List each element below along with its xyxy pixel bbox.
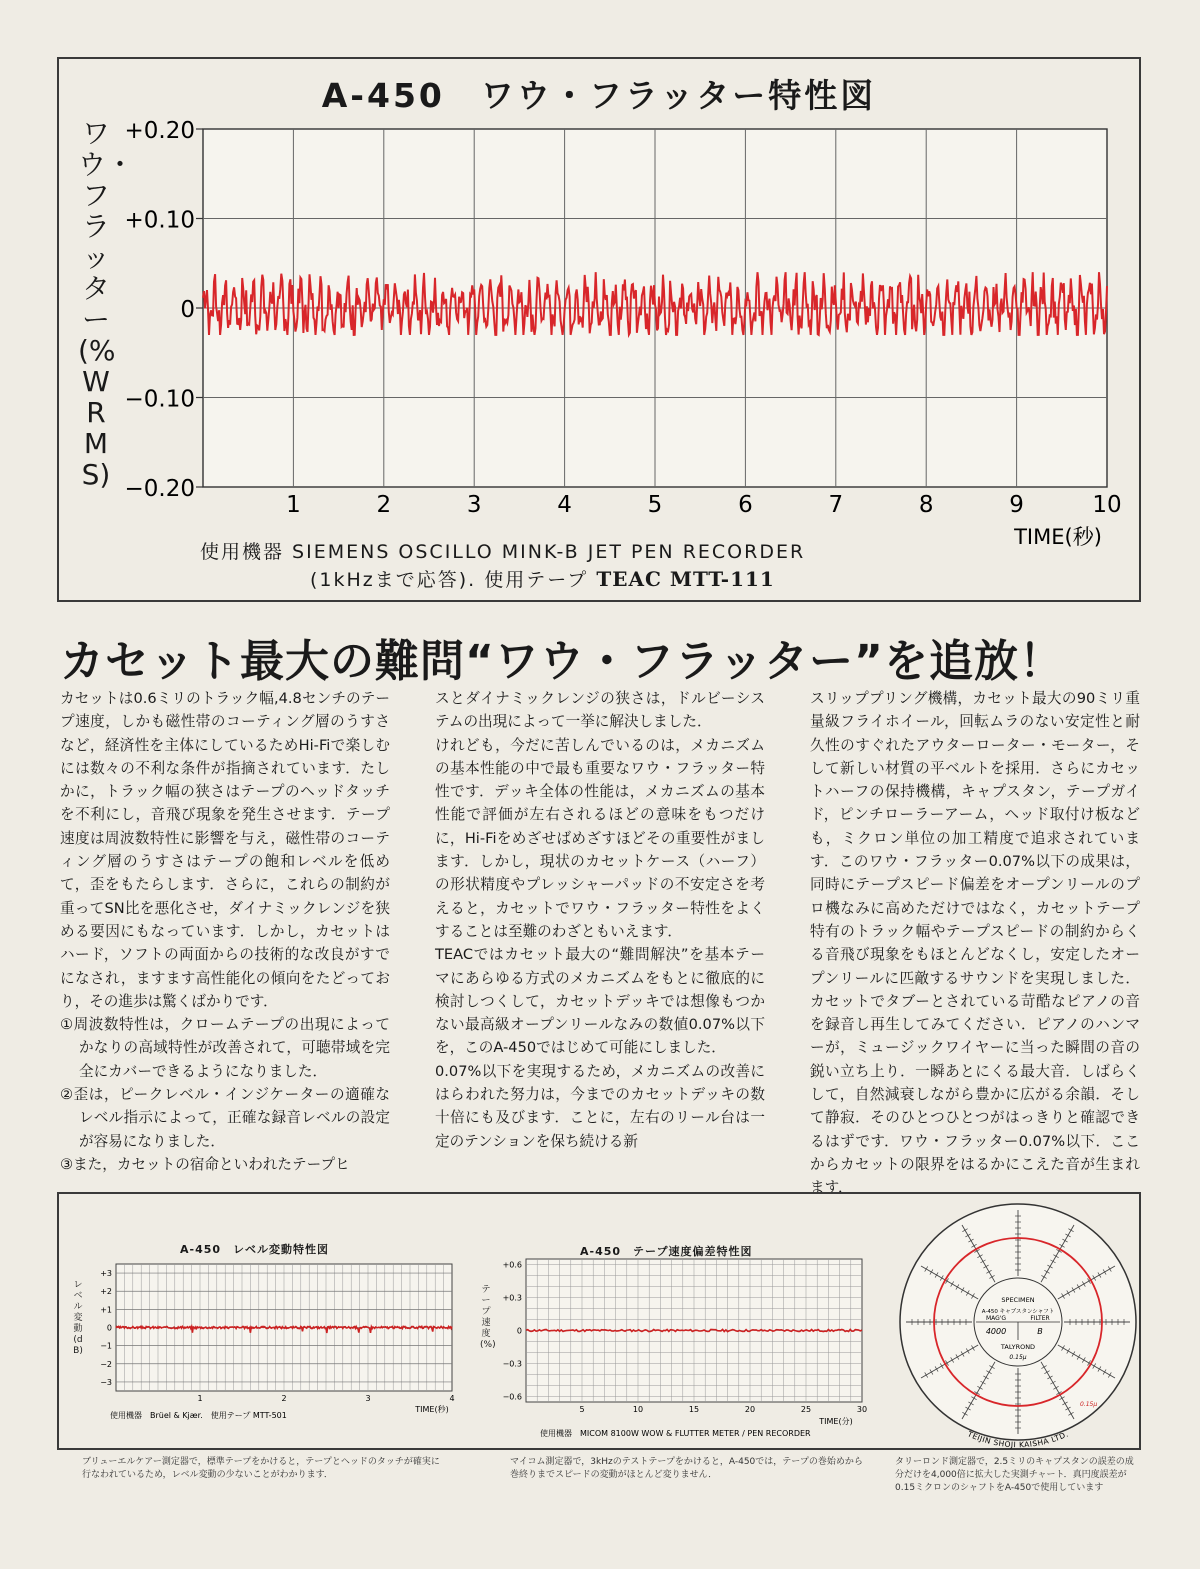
polar-scale-label: 0.15μ — [1009, 1354, 1027, 1361]
speed-chart-y-ticks — [503, 1261, 522, 1402]
wow-flutter-x-tick-label: 7 — [828, 492, 844, 518]
speed-chart-x-ticks — [579, 1405, 867, 1414]
col1-point-3: ③また，カセットの宿命といわれたテープヒ — [60, 1155, 350, 1173]
speed-chart-y-tick-label: +0.3 — [502, 1293, 522, 1303]
level-chart-x-tick-label: 4 — [449, 1394, 455, 1403]
level-chart-y-tick-label: −2 — [100, 1359, 112, 1369]
polar-filter-value: B — [1037, 1327, 1043, 1336]
wow-flutter-x-tick-label: 8 — [918, 492, 934, 518]
speed-chart-title: A-450 テープ速度偏差特性図 — [580, 1245, 753, 1258]
level-chart-x-tick-label: 2 — [281, 1394, 287, 1403]
polar-talyrond-label: TALYROND — [1000, 1343, 1036, 1351]
wow-flutter-y-tick-label: 0 — [180, 297, 195, 323]
speed-chart-y-tick-label: −0.3 — [502, 1359, 522, 1369]
polar-specimen-label: SPECIMEN — [1001, 1296, 1035, 1304]
level-chart-y-axis-label: レベル変動(dB) — [73, 1280, 83, 1356]
col2-paragraph-1: スとダイナミックレンジの狭さは，ドルビーシステムの出現によって一挙に解決しました． — [435, 690, 765, 731]
wow-flutter-x-axis-label: TIME(秒) — [1014, 525, 1102, 549]
speed-chart-y-tick-label: −0.6 — [502, 1392, 522, 1402]
wow-flutter-y-tick-label: +0.10 — [124, 207, 195, 234]
wow-flutter-x-tick-label: 3 — [466, 492, 482, 518]
wow-flutter-y-tick-label: −0.10 — [124, 386, 195, 413]
level-chart-x-axis-label: TIME(秒) — [415, 1405, 449, 1414]
level-chart-y-tick-label: −3 — [100, 1377, 112, 1387]
level-chart-y-tick-label: +1 — [100, 1305, 112, 1315]
polar-filter-label: FILTER — [1030, 1315, 1050, 1322]
col1-paragraph: カセットは0.6ミリのトラック幅,4.8センチのテープ速度，しかも磁性帯のコーティング層のうすさなど，経済性を主体にしているためHi-Fiで楽しむには数々の不利な条件が指摘されています．たしかに，トラック幅の狭さはテープのヘッドタッチを不利にし，音飛び現象を発生させます．テープ速度は周波数特性に影響を与え，磁性帯のコーティング層のうすさはテープの飽和レベルを低めて，歪をもたらします．さらに，これらの制約が重ってSN比を悪化させ，ダイナミックレンジを狭める要因にもなっています．しかし，カセットはハード，ソフトの両面からの技術的な改良がすでになされ，ますます高性能化の傾向をたどっており，その進歩は驚くばかりです． — [60, 690, 390, 1010]
col3-paragraph: スリッププリング機構，カセット最大の90ミリ重量級フライホイール，回転ムラのない安定性と耐久性のすぐれたアウターローター・モーター，そして新しい材質の平ベルトを採用．さらにカセットハーフの保持機構，キャプスタン，テープガイド，ピンチローラーアーム，ヘッド取付け板なども，ミクロン単位の加工精度で追求されています．このワウ・フラッター0.07%以下の成果は，同時にテープスピード偏差をオープンリールのプロ機なみに高めただけではなく，カセットテープ特有のトラック幅やテープスピードの制約からくる音飛び現象をもほとんどなくし，安定したオープンリールに匹敵するサウンドを実現しました．カセットでタブーとされている苛酷なピアノの音を録音し再生してみてください．ピアノのハンマーが，ミュージックワイヤーに当った瞬間の音の鋭い立ち上り．一瞬あとにくる最大音．しばらくして，自然減衰しながら豊かに広がる余韻．そして静寂．そのひとつひとつがはっきりと確認できるはずです．ワウ・フラッター0.07%以下．ここからカセットの限界をはるかにこえた音が生まれます． — [810, 690, 1140, 1197]
level-chart-caption: ブリューエルケアー測定器で，標準テープをかけると，テープとヘッドのタッチが確実に行なわれているため，レベル変動の少ないことがわかります． — [82, 1457, 440, 1480]
wow-flutter-y-axis-label: ワウ・フラッター(%WRMS) — [78, 117, 135, 491]
col2-paragraph-4: 0.07%以下を実現するため，メカニズムの改善にはらわれた努力は，今までのカセットデッキの数十倍にも及びます．ことに，左右のリール台は一定のテンションを保ち続ける新 — [435, 1062, 765, 1150]
polar-mark-label: 0.15μ — [1080, 1401, 1098, 1408]
polar-mag-value: 4000 — [985, 1327, 1007, 1336]
wow-flutter-x-tick-label: 2 — [376, 492, 392, 518]
polar-chart-caption: タリーロンド測定器で，2.5ミリのキャプスタンの誤差の成分だけを4,000倍に拡大した実測チャート．真円度誤差が0.15ミクロンのシャフトをA-450で使用しています — [895, 1457, 1134, 1493]
level-chart-y-ticks — [100, 1269, 112, 1387]
level-chart-x-tick-label: 1 — [197, 1394, 203, 1403]
speed-chart-x-tick-label: 5 — [579, 1405, 585, 1414]
wow-flutter-x-tick-label: 1 — [286, 492, 301, 518]
col2-paragraph-3: TEACではカセット最大の“難問解決”を基本テーマにあらゆる方式のメカニズムをもとに徹底的に検討しつくして，カセットデッキでは想像もつかない最高級オープンリールなみの数値0.07%以下を，このA-450ではじめて可能にしました． — [435, 946, 765, 1057]
col1-point-2: ②歪は，ピークレベル・インジケーターの適確なレベル指示によって，正確な録音レベルの設定が容易になりました． — [60, 1086, 390, 1150]
article-headline: カセット最大の難問“ワウ・フラッター”を追放！ — [60, 636, 1064, 687]
col1-point-1: ①周波数特性は，クロームテープの出現によってかなりの高域特性が改善されて，可聴帯域を完全にカバーできるようになりました． — [60, 1016, 390, 1080]
level-chart-x-ticks — [197, 1394, 454, 1403]
speed-chart-x-tick-label: 30 — [856, 1405, 868, 1414]
col2-paragraph-2: けれども，今だに苦しんでいるのは，メカニズムの基本性能の中で最も重要なワウ・フラッター特性です．デッキ全体の性能は，メカニズムの基本性能で評価が左右されるほどの意味をもつだけに，Hi-Fiをめざせばめざすほどその重要性がまします．しかし，現状のカセットケース（ハーフ）の形状精度やプレッシャーパッドの不安定さを考えると，カセットでワウ・フラッター特性をよくすることは至難のわざともいえます． — [435, 736, 765, 940]
speed-chart-y-tick-label: +0.6 — [502, 1260, 522, 1270]
speed-chart-caption: マイコム測定器で，3kHzのテストテープをかけると，A-450では，テープの巻始めから巻終りまでスピードの変動がほとんど変りません． — [510, 1457, 863, 1480]
wow-flutter-x-tick-label: 4 — [557, 492, 572, 518]
level-chart-note: 使用機器 Brüel & Kjær. 使用テープ MTT-501 — [110, 1411, 287, 1420]
speed-chart-note: 使用機器 MICOM 8100W WOW & FLUTTER METER / PEN RECORDER — [540, 1429, 811, 1438]
speed-chart-x-tick-label: 15 — [688, 1405, 700, 1414]
wow-flutter-chart-title: A-450 ワウ・フラッター特性図 — [321, 76, 877, 115]
wow-flutter-equipment-note: 使用機器 SIEMENS OSCILLO MINK-B JET PEN RECORDER — [200, 541, 806, 563]
wow-flutter-x-tick-label: 5 — [647, 492, 663, 518]
speed-chart-x-tick-label: 10 — [632, 1405, 644, 1414]
level-chart-title: A-450 レベル変動特性図 — [180, 1243, 330, 1256]
level-chart-y-tick-label: 0 — [106, 1323, 112, 1333]
roundness-polar-chart — [900, 1204, 1136, 1449]
wow-flutter-x-tick-label: 10 — [1092, 492, 1122, 518]
level-chart-x-tick-label: 3 — [365, 1394, 371, 1403]
wow-flutter-y-tick-label: −0.20 — [124, 476, 195, 502]
polar-company-label: TEIJIN SHOJI KAISHA LTD. — [966, 1429, 1070, 1450]
tape-note-name: TEAC MTT-111 — [596, 567, 775, 591]
speed-chart-x-tick-label: 25 — [800, 1405, 812, 1414]
speed-chart-x-tick-label: 20 — [744, 1405, 756, 1414]
polar-mag-label: MAG'G — [985, 1315, 1007, 1322]
polar-handwritten-label: A-450 キャプスタンシャフト — [981, 1309, 1055, 1315]
tape-note-prefix: (1kHzまで応答). 使用テープ — [310, 569, 589, 591]
level-chart-y-tick-label: +2 — [100, 1287, 112, 1297]
level-chart-y-tick-label: −1 — [100, 1341, 112, 1351]
speed-chart-y-axis-label: テープ速度(%) — [480, 1285, 496, 1350]
wow-flutter-y-tick-label: +0.20 — [124, 118, 195, 144]
speed-chart-y-tick-label: 0 — [516, 1326, 522, 1336]
wow-flutter-x-tick-label: 9 — [1009, 492, 1024, 518]
level-chart-y-tick-label: +3 — [100, 1269, 112, 1279]
wow-flutter-x-tick-label: 6 — [738, 492, 753, 518]
speed-chart-x-axis-label: TIME(分) — [819, 1417, 853, 1426]
